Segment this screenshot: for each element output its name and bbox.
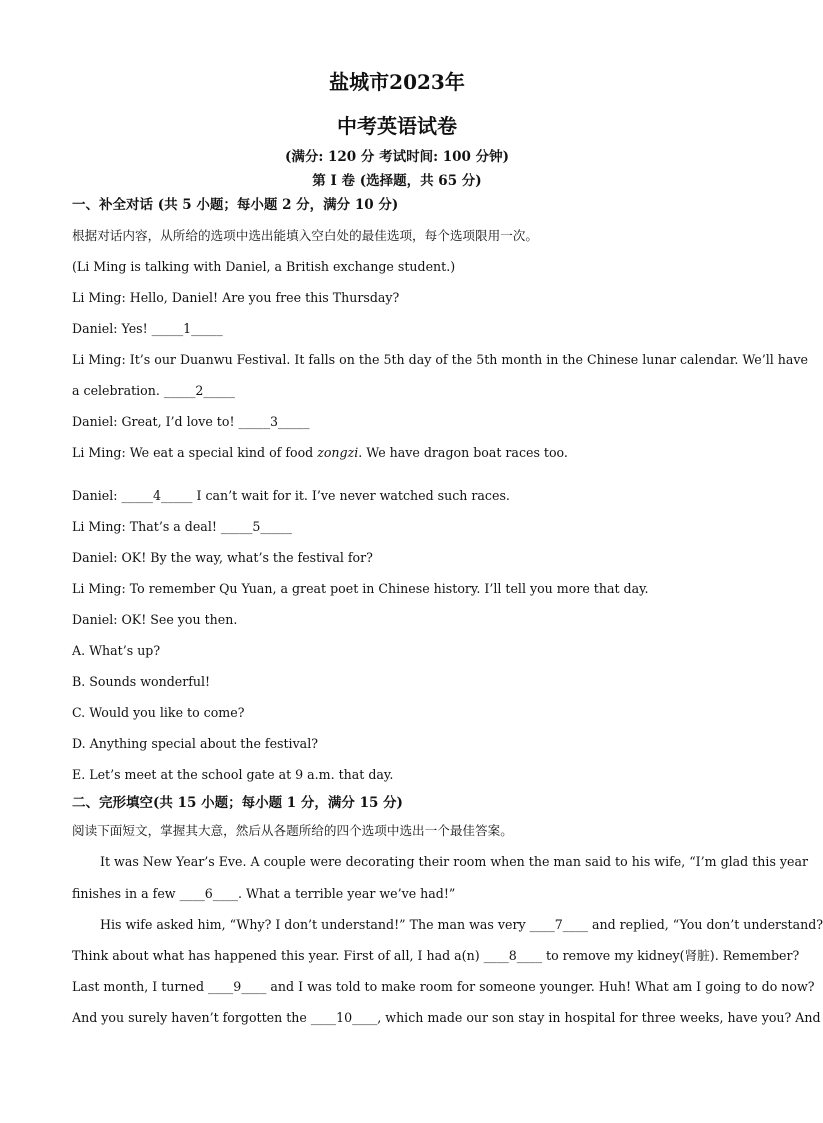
dialogue-text: a celebration. [72, 383, 164, 398]
option-e: E. Let’s meet at the school gate at 9 a.m. that day. [72, 767, 394, 782]
blank-1: _____1_____ [151, 321, 223, 336]
passage-line: It was New Year’s Eve. A couple were decorating their room when the man said to his wife, “I’m glad this year [100, 854, 809, 869]
exam-part-label: 第 I 卷 (选择题，共 65 分) [312, 173, 482, 189]
passage-line [72, 979, 815, 995]
section2-heading: 二、完形填空(共 15 小题；每小题 1 分，满分 15 分) [72, 795, 403, 811]
blank-2: _____2_____ [163, 383, 235, 398]
dialogue-line [72, 488, 732, 504]
blank-8: ____8____ [483, 948, 542, 963]
passage-text: and replied, “You don’t understand? [587, 917, 823, 932]
passage-line [100, 917, 823, 933]
exam-title-city-year: 盐城市2023年 [329, 70, 465, 94]
passage-text: . What a terrible year we’ve had!” [237, 886, 456, 901]
dialogue-line: Li Ming: Hello, Daniel! Are you free this Thursday? [72, 290, 400, 305]
passage-text: , which made our son stay in hospital for three weeks, have you? And [377, 1010, 821, 1025]
blank-5: _____5_____ [220, 519, 292, 534]
dialogue-context: (Li Ming is talking with Daniel, a British exchange student.) [72, 259, 456, 274]
dialogue-line: Daniel: OK! See you then. [72, 612, 238, 627]
passage-text: to remove my kidney(肾脏). Remember? [542, 948, 800, 963]
blank-7: ____7____ [529, 917, 588, 932]
dialogue-text: Daniel: [72, 488, 122, 503]
passage-line [72, 1010, 821, 1026]
dialogue-text: Daniel: Great, I’d love to! [72, 414, 239, 429]
section1-heading: 一、补全对话 (共 5 小题；每小题 2 分，满分 10 分) [72, 197, 399, 213]
dialogue-text: Li Ming: We eat a special kind of food [72, 445, 318, 460]
italic-word: zongzi [317, 445, 359, 460]
blank-6: ____6____ [179, 886, 238, 901]
dialogue-line: Li Ming: To remember Qu Yuan, a great poet in Chinese history. I’ll tell you more that day. [72, 581, 649, 596]
dialogue-line [72, 445, 732, 461]
passage-text: finishes in a few [72, 886, 180, 901]
dialogue-line [72, 414, 732, 430]
dialogue-line [72, 519, 732, 535]
passage-text: and I was told to make room for someone younger. Huh! What am I going to do now? [266, 979, 815, 994]
passage-text: His wife asked him, “Why? I don’t understand!” The man was very [100, 917, 530, 932]
section2-instruction: 阅读下面短文，掌握其大意，然后从各题所给的四个选项中选出一个最佳答案。 [72, 823, 513, 838]
blank-3: _____3_____ [238, 414, 310, 429]
option-d: D. Anything special about the festival? [72, 736, 318, 751]
exam-title-subject: 中考英语试卷 [337, 114, 457, 138]
exam-info: (满分: 120 分 考试时间: 100 分钟) [284, 149, 510, 165]
section1-instruction: 根据对话内容，从所给的选项中选出能填入空白处的最佳选项，每个选项限用一次。 [72, 228, 538, 243]
dialogue-line: Daniel: OK! By the way, what’s the festival for? [72, 550, 373, 565]
dialogue-text: Daniel: Yes! [72, 321, 152, 336]
option-a: A. What’s up? [72, 643, 161, 658]
passage-text: Last month, I turned [72, 979, 209, 994]
blank-4: _____4_____ [121, 488, 193, 503]
passage-text: Think about what has happened this year. First of all, I had a(n) [72, 948, 484, 963]
dialogue-text: Li Ming: That’s a deal! [72, 519, 221, 534]
blank-10: ____10____ [310, 1010, 378, 1025]
dialogue-text: . We have dragon boat races too. [358, 445, 568, 460]
passage-line [72, 886, 732, 902]
option-c: C. Would you like to come? [72, 705, 245, 720]
dialogue-line [72, 383, 732, 399]
option-b: B. Sounds wonderful! [72, 674, 211, 689]
dialogue-text: I can’t wait for it. I’ve never watched such races. [192, 488, 510, 503]
passage-line [72, 948, 800, 964]
blank-9: ____9____ [208, 979, 267, 994]
passage-text: And you surely haven’t forgotten the [72, 1010, 311, 1025]
dialogue-line: Li Ming: It’s our Duanwu Festival. It falls on the 5th day of the 5th month in the Chinese lunar calendar. We’ll have [72, 352, 808, 367]
dialogue-line [72, 321, 732, 337]
